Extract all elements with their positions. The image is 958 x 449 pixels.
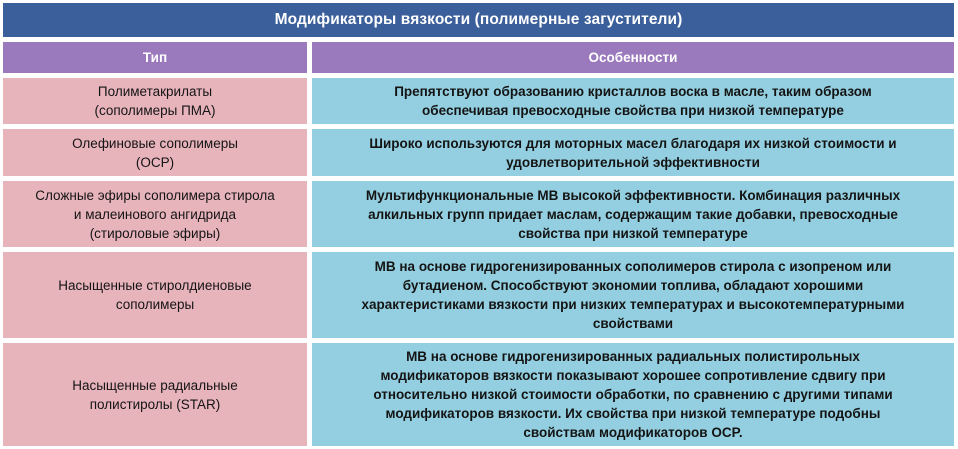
table-row <box>3 343 954 446</box>
row-features-text: Широко используются для моторных масел благодаря их низкой стоимости и удовлетворительной эффективности <box>369 135 897 170</box>
row-features-cell <box>312 343 954 446</box>
row-features-text: Препятствуют образованию кристаллов воска в масле, таким образом обеспечивая превосходные свойства при низкой температуре <box>394 84 872 118</box>
row-features-cell <box>312 181 954 247</box>
table-header-row <box>3 42 954 73</box>
row-type-text: Полиметакрилаты (сополимеры ПМА) <box>94 84 216 118</box>
row-features-text: МВ на основе гидрогенизированных сополимеров стирола с изопреном или бутадиеном. Способствуют экономии топлива, обладают хорошими характеристиками вязкости при низких температурах и высокотемпературными свойствами <box>361 259 905 331</box>
viscosity-modifiers-table <box>3 3 954 446</box>
table-title: Модификаторы вязкости (полимерные загустители) <box>3 3 954 37</box>
header-type: Тип <box>3 42 307 73</box>
row-type-text: Сложные эфиры сополимера стирола и малеинового ангидрида (стироловые эфиры) <box>35 187 275 241</box>
row-features-cell <box>312 78 954 124</box>
row-type-text: Олефиновые сополимеры (OCP) <box>72 135 238 170</box>
row-type-text: Насыщенные радиальные полистиролы (STAR) <box>72 377 238 412</box>
row-features-text: Мультифункциональные МВ высокой эффективности. Комбинация различных алкильных групп придает маслам, содержащим такие добавки, превосходные свойства при низкой температуре <box>365 187 901 241</box>
table-row <box>3 181 954 247</box>
row-type-cell <box>3 78 307 124</box>
row-type-cell <box>3 129 307 176</box>
row-features-cell <box>312 252 954 338</box>
table-row <box>3 252 954 338</box>
row-type-cell <box>3 181 307 247</box>
table-row <box>3 78 954 124</box>
header-features: Особенности <box>312 42 954 73</box>
row-type-cell <box>3 252 307 338</box>
row-type-cell <box>3 343 307 446</box>
row-features-text: МВ на основе гидрогенизированных радиальных полистирольных модификаторов вязкости показывают хорошее сопротивление сдвигу при относительно низкой стоимости обработки, по сравнению с другими типами модификаторов вязкости. Их свойства при низкой температуре подобны свойствам модификаторов OCP. <box>373 349 893 440</box>
row-features-cell <box>312 129 954 176</box>
row-type-text: Насыщенные стиролдиеновые сополимеры <box>58 278 252 312</box>
table-row <box>3 129 954 176</box>
